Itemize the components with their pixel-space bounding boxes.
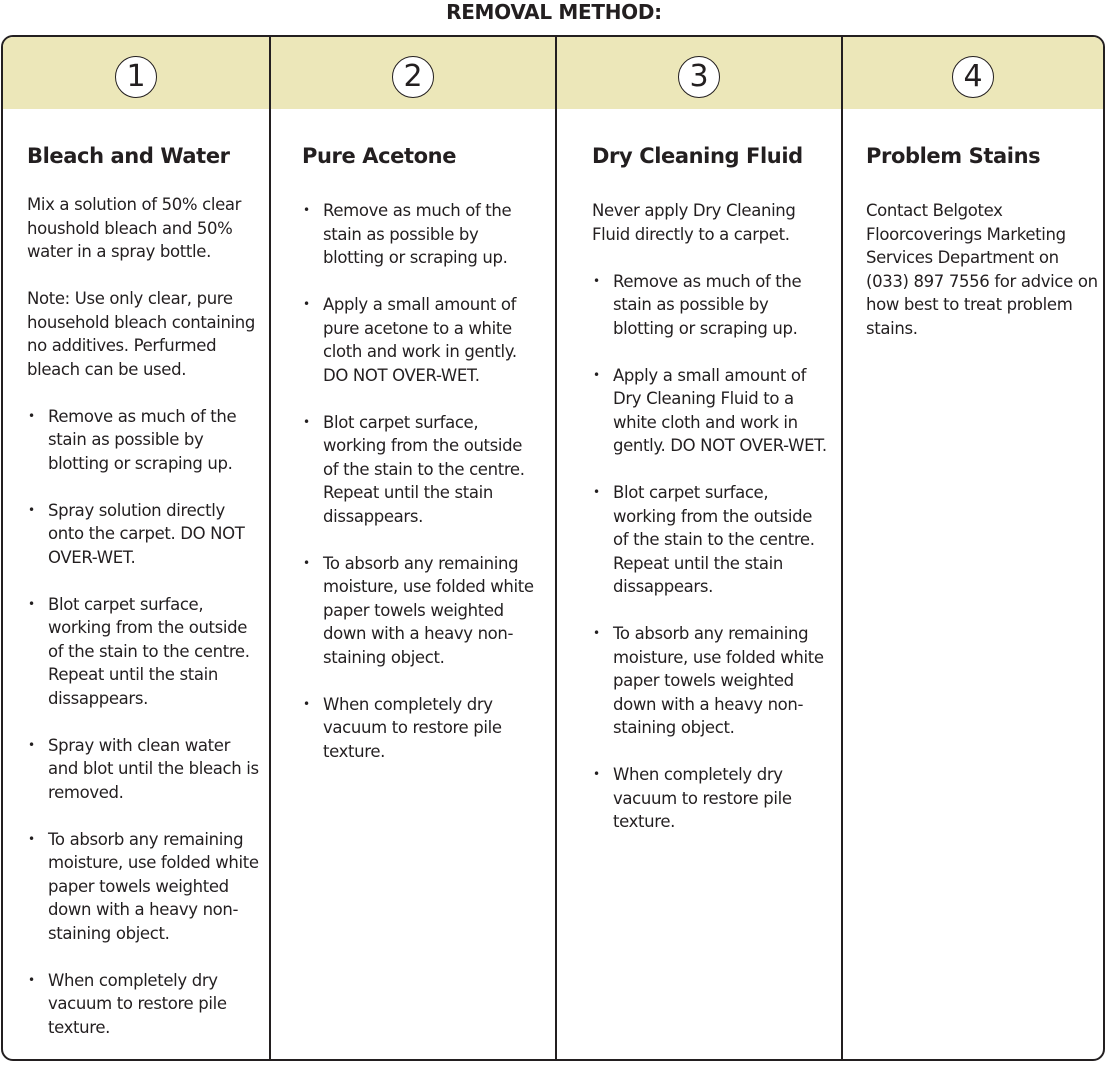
- list-item: • Spray with clean water and blot until the bleach is removed.: [27, 734, 259, 805]
- method-text: [866, 199, 1098, 364]
- step-number-badge: 3: [678, 56, 720, 98]
- list-item: • Apply a small amount of Dry Cleaning Fluid to a white cloth and work in gently. DO NOT OVER-WET.: [592, 364, 828, 458]
- method-heading: Pure Acetone: [302, 144, 457, 168]
- list-item: • Spray solution directly onto the carpet. DO NOT OVER-WET.: [27, 499, 259, 570]
- list-item: • Blot carpet surface, working from the outside of the stain to the centre. Repeat until the stain dissappears.: [302, 411, 538, 529]
- list-item: • Apply a small amount of pure acetone to a white cloth and work in gently. DO NOT OVER-WET.: [302, 293, 538, 387]
- list-item: • When completely dry vacuum to restore pile texture.: [592, 763, 828, 834]
- method-column-4: [841, 37, 1103, 1059]
- list-item: • Remove as much of the stain as possible by blotting or scraping up.: [27, 405, 259, 476]
- steps-list: [302, 199, 538, 763]
- list-item: • Blot carpet surface, working from the outside of the stain to the centre. Repeat until the stain dissappears.: [27, 593, 259, 711]
- step-number-badge: 2: [392, 56, 434, 98]
- note-paragraph: Note: Use only clear, pure household bleach containing no additives. Perfurmed bleach can be used.: [27, 289, 256, 379]
- list-item: • To absorb any remaining moisture, use folded white paper towels weighted down with a heavy non-staining object.: [302, 552, 538, 670]
- method-heading: Problem Stains: [866, 144, 1041, 168]
- column-body: [557, 109, 841, 1059]
- steps-list: [27, 405, 259, 1040]
- method-heading: Dry Cleaning Fluid: [592, 144, 803, 168]
- column-body: [271, 109, 555, 1059]
- steps-list: [592, 270, 828, 834]
- list-item: • Remove as much of the stain as possible by blotting or scraping up.: [592, 270, 828, 341]
- column-header-band: [557, 37, 841, 109]
- column-body: [843, 109, 1103, 1059]
- method-text: [592, 199, 828, 857]
- list-item: • Remove as much of the stain as possible by blotting or scraping up.: [302, 199, 538, 270]
- column-header-band: [3, 37, 269, 109]
- list-item: • When completely dry vacuum to restore pile texture.: [27, 969, 259, 1040]
- intro-paragraph: Never apply Dry Cleaning Fluid directly to a carpet.: [592, 201, 796, 244]
- page-title: REMOVAL METHOD:: [446, 0, 662, 24]
- method-text: [27, 193, 259, 1061]
- method-column-2: [269, 37, 555, 1059]
- list-item: • To absorb any remaining moisture, use folded white paper towels weighted down with a heavy non-staining object.: [27, 828, 259, 946]
- intro-paragraph: Mix a solution of 50% clear houshold bleach and 50% water in a spray bottle.: [27, 195, 242, 261]
- removal-method-table: [1, 35, 1105, 1061]
- column-body: [3, 109, 269, 1059]
- list-item: • Blot carpet surface, working from the outside of the stain to the centre. Repeat until the stain dissappears.: [592, 481, 828, 599]
- step-number-badge: 1: [115, 56, 157, 98]
- method-text: [302, 199, 538, 787]
- list-item: • When completely dry vacuum to restore pile texture.: [302, 693, 538, 764]
- column-header-band: [843, 37, 1103, 109]
- step-number-badge: 4: [952, 56, 994, 98]
- contact-paragraph: Contact Belgotex Floorcoverings Marketing Services Department on (033) 897 7556 for advice on how best to treat problem stains.: [866, 201, 1098, 338]
- method-column-3: [555, 37, 841, 1059]
- column-header-band: [271, 37, 555, 109]
- method-column-1: [3, 37, 269, 1059]
- method-heading: Bleach and Water: [27, 144, 230, 168]
- list-item: • To absorb any remaining moisture, use folded white paper towels weighted down with a heavy non-staining object.: [592, 622, 828, 740]
